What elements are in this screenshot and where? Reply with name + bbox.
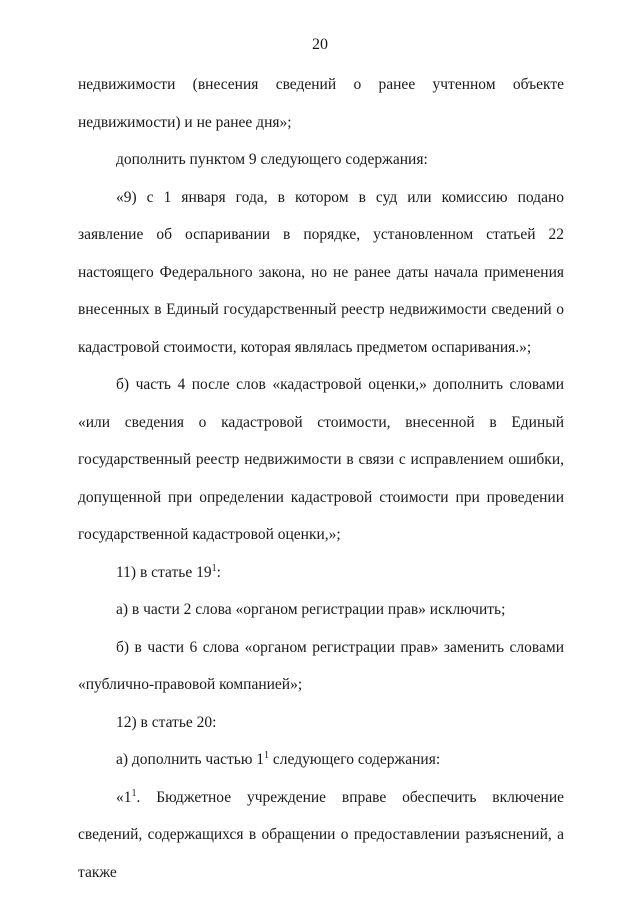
part-1-1-prefix: «1: [116, 788, 132, 806]
item-11-suffix: :: [216, 563, 221, 581]
item-11-text: 11) в статье 19: [116, 563, 212, 581]
item-12-a-text: а) дополнить частью 1: [116, 751, 265, 768]
paragraph-part-1-1-text: [78, 779, 564, 892]
paragraph-part-4-amendment: б) часть 4 после слов «кадастровой оценки,» дополнить словами «или сведения о кадастровой стоимости, внесенной в Единый государственный реестр недвижимости в связи с исправлением ошибки, допущенной при определении кадастровой стоимости при проведении государственной кадастровой оценки,»;: [78, 376, 564, 543]
item-12-a-suffix: следующего содержания:: [269, 751, 441, 768]
part-1-1-superscript: 1: [131, 787, 137, 799]
document-body: [78, 66, 564, 891]
part-1-1-body: . Бюджетное учреждение вправе обеспечить включение сведений, содержащихся в обращении о предоставлении разъяснений, а также: [78, 788, 564, 881]
paragraph-point-9-text: «9) с 1 января года, в котором в суд или комиссию подано заявление об оспаривании в порядке, установленном статьей 22 настоящего Федерального закона, но не ранее даты начала применения внесенных в Единый государственный реестр недвижимости сведений о кадастровой стоимости, которая являлась предметом оспаривания.»;: [78, 188, 564, 356]
paragraph-item-11: [78, 554, 564, 592]
paragraph-item-12: 12) в статье 20:: [116, 713, 217, 731]
item-12-a-superscript: 1: [264, 750, 270, 761]
page-number: 20: [312, 36, 328, 53]
paragraph-item-12-a: [78, 741, 564, 779]
item-11-superscript: 1: [211, 562, 217, 574]
paragraph-item-11-a: а) в части 2 слова «органом регистрации прав» исключить;: [116, 601, 506, 618]
paragraph-continuation: недвижимости (внесения сведений о ранее учтенном объекте недвижимости) и не ранее дня»;: [78, 76, 564, 131]
paragraph-item-11-b: б) в части 6 слова «органом регистрации прав» заменить словами «публично-правовой компанией»;: [78, 638, 564, 693]
paragraph-add-point-9: дополнить пунктом 9 следующего содержания:: [116, 151, 428, 168]
